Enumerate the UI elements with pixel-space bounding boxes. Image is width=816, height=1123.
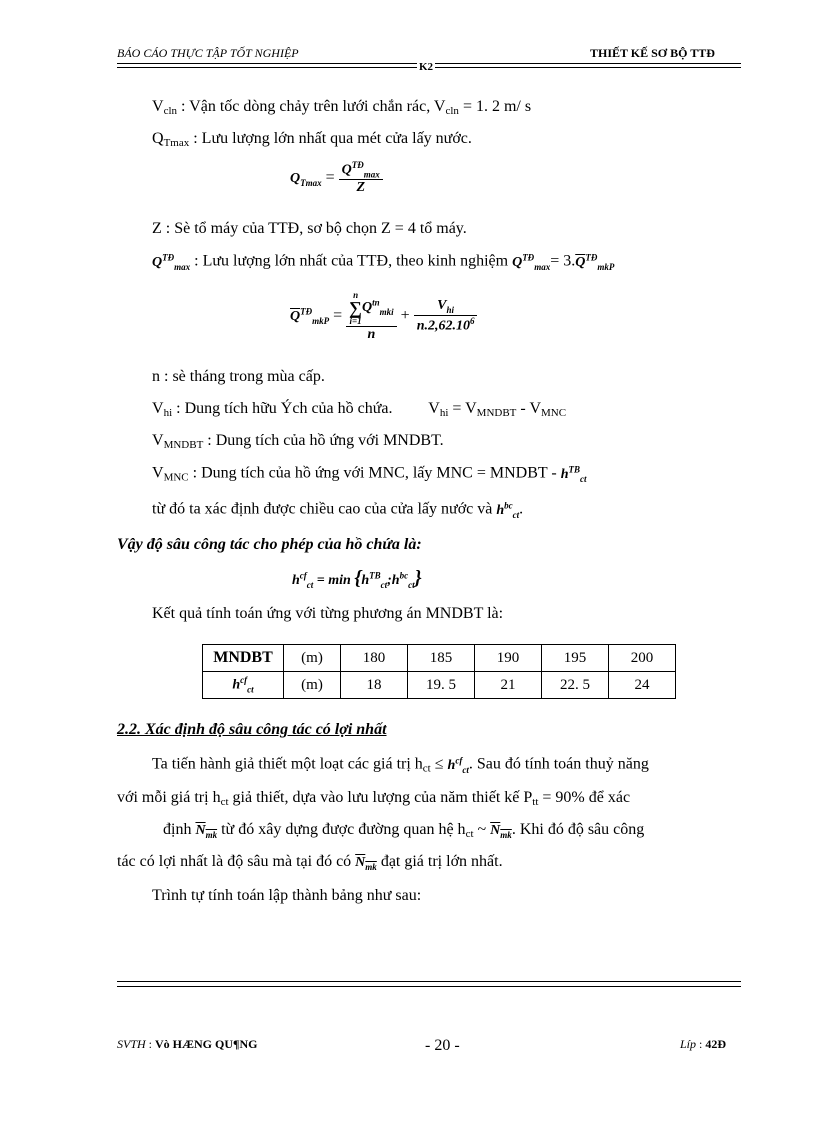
line-qtmax: $Q_{Tmax}$ : Lưu lượng lớn nhất qua mét cửa lấy nước. [152,130,472,149]
table-cell: 185 [408,645,475,672]
footer-class: Líp : 42Đ [680,1037,727,1051]
header-left: BÁO CÁO THỰC TẬP TỐT NGHIỆP [117,46,299,60]
footer-svth: SVTH : Vò HÆNG QU¶NG [117,1037,258,1051]
footer-rule-1 [117,981,741,982]
footer-rule-2 [117,986,741,987]
para-line-3: định $N_{mk}$ từ đó xây dựng được đường quan hệ $h_{ct}$ ~ $N_{mk}$. Khi đó độ sâu công [163,821,645,840]
para-line-1: Ta tiến hành giả thiết một loạt các giá trị $h_{ct} \le h^{cf}_{ct}$. Sau đó tính toán thuỷ năng [152,755,649,775]
line-ket-qua: Kết quả tính toán ứng với từng phương án MNDBT là: [152,605,504,622]
formula-qtmax: $Q_{Tmax}$ = $\frac{Q^{TĐ}_{max}}{Z}$ [290,160,383,196]
line-n: n : sè tháng trong mùa cấp. [152,368,325,385]
results-table [202,644,676,699]
table-row [203,645,676,672]
header-right: THIẾT KẾ SƠ BỘ TTĐ [590,46,715,60]
para-trinh-tu: Trình tự tính toán lập thành bảng như sau: [152,887,422,904]
table-cell: 19. 5 [408,672,475,699]
page-number: - 20 - [425,1037,460,1054]
table-cell-unit: (m) [284,645,341,672]
line-tu-do: từ đó ta xác định được chiều cao của cửa lấy nước và $h^{bc}_{ct}$. [152,500,524,520]
table-row [203,672,676,699]
table-cell: 200 [609,645,676,672]
formula-hcf: $h^{cf}_{ct} = \min$ $\{h^{TB}_{ct};h^{bc}_{ct}\}$ [292,567,422,590]
table-cell: 180 [341,645,408,672]
table-cell-unit: (m) [284,672,341,699]
line-z: Z : Sè tổ máy của TTĐ, sơ bộ chọn Z = 4 tổ máy. [152,220,467,237]
line-vhi: $V_{hi}$ : Dung tích hữu Ých của hồ chứa. $V_{hi} = V_{MNDBT} - V_{MNC}$ [152,400,567,419]
formula-qmkp: $\overline{Q}^{TĐ}_{mkP}$ = n ∑ i=1 $Q^{tn}_{mki}$ n + $\frac{V_{hi}}{n.2,62.10^6}$ [290,290,477,343]
para-line-2: với mỗi giá trị $h_{ct}$ giả thiết, dựa vào lưu lượng của năm thiết kế $P_{tt} = 90\%$ để xác [117,789,631,808]
table-cell: 24 [609,672,676,699]
row-label-hcf: $h^{cf}_{ct}$ [203,672,284,699]
header-center: K2 [419,61,434,73]
para-line-4: tác có lợi nhất là độ sâu mà tại đó có $N_{mk}$ đạt giá trị lớn nhất. [117,853,503,872]
table-cell: 18 [341,672,408,699]
table-cell: 190 [475,645,542,672]
table-cell: 22. 5 [542,672,609,699]
line-vcln: $V_{cln}$ : Vận tốc dòng chảy trên lưới chắn rác, $V_{cln} = 1$. 2 m/ s [152,98,532,117]
line-vmnc: $V_{MNC}$ : Dung tích của hồ ứng với MNC, lấy MNC = MNDBT - $h^{TB}_{ct}$ [152,464,587,484]
heading-do-sau-cho-phep: Vậy độ sâu công tác cho phép của hồ chứa là: [117,536,422,553]
line-qmax: $Q^{TĐ}_{max}$ : Lưu lượng lớn nhất của TTĐ, theo kinh nghiệm $Q^{TĐ}_{max}= 3.\overline{Q}^{TĐ}_{mkP}$ [152,252,615,272]
table-cell: 195 [542,645,609,672]
heading-2-2: 2.2. Xác định độ sâu công tác có lợi nhất [117,721,387,738]
line-vmndbt: $V_{MNDBT}$ : Dung tích của hồ ứng với MNDBT. [152,432,444,451]
row-label-mndbt: MNDBT [203,645,284,672]
table-cell: 21 [475,672,542,699]
